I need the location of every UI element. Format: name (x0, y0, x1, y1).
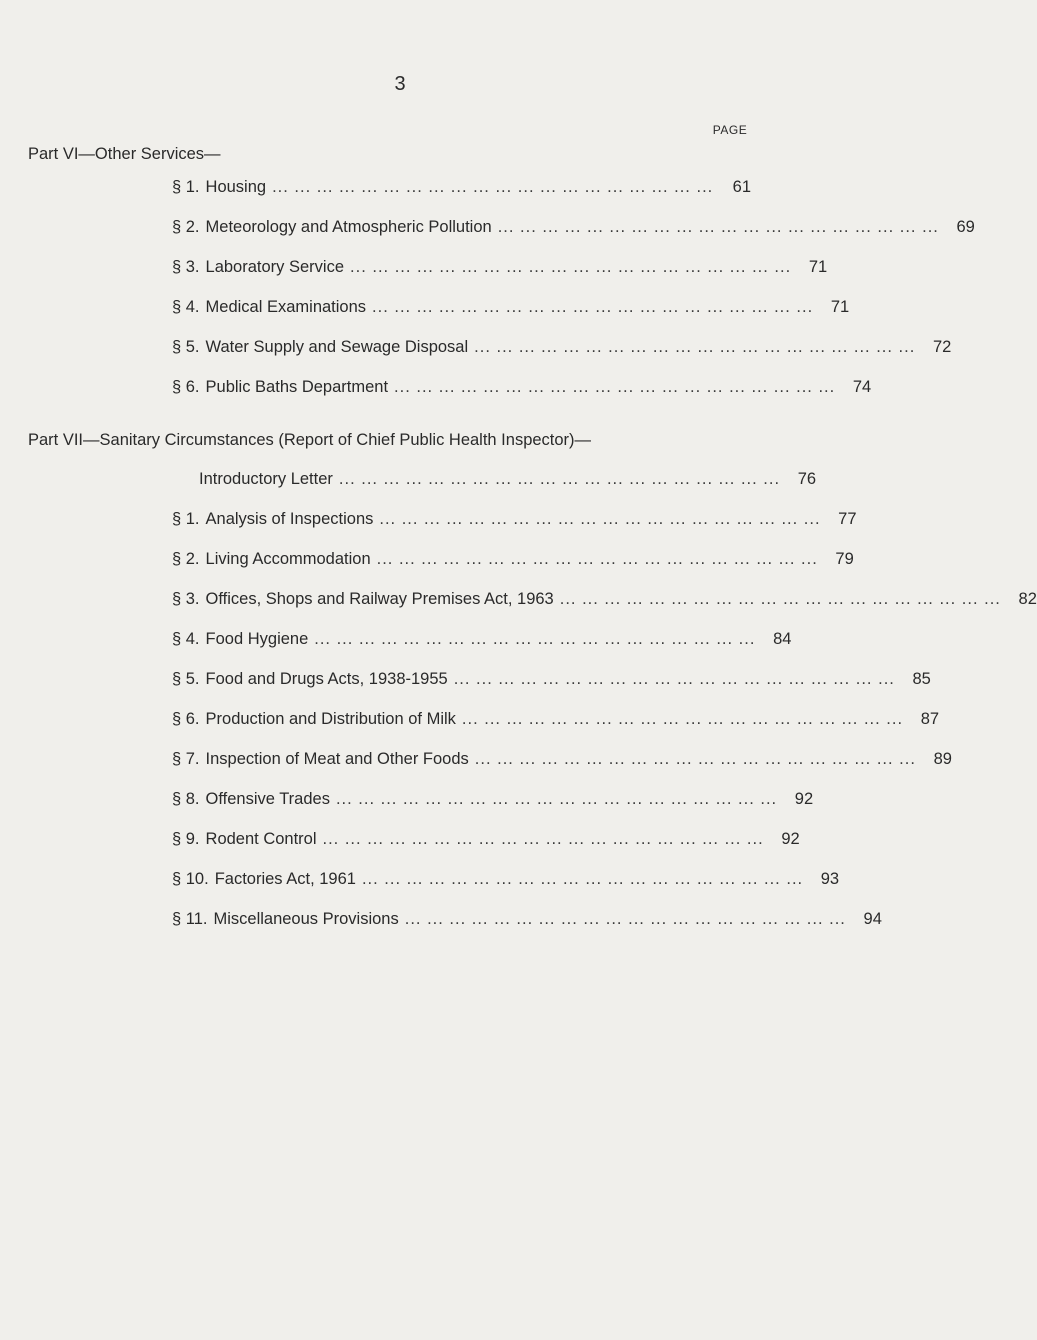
toc-entry-vii-11 (172, 909, 882, 929)
toc-entry-vii-2 (172, 549, 854, 569)
entry-page: 61 (732, 178, 751, 196)
dot-leader: ... ... ... ... ... ... ... ... ... ... ... ... ... ... ... ... ... ... ... ... (474, 338, 916, 356)
entry-page: 94 (863, 910, 882, 928)
entry-title: Living Accommodation (205, 550, 371, 568)
entry-page: 72 (932, 338, 952, 356)
section-number: § 10. (172, 870, 209, 888)
page-column-label: PAGE (712, 123, 748, 137)
entry-page: 77 (838, 510, 857, 528)
section-number: § 8. (172, 790, 200, 808)
entry-page: 69 (956, 218, 975, 236)
dot-leader: ... ... ... ... ... ... ... ... ... ... ... ... ... ... ... ... ... ... ... ... (272, 178, 714, 196)
section-number: § 7. (172, 750, 200, 768)
toc-entry-vi-4 (172, 297, 850, 317)
entry-title: Introductory Letter (199, 470, 333, 488)
entry-page: 93 (820, 870, 840, 888)
dot-leader: ... ... ... ... ... ... ... ... ... ... ... ... ... ... ... ... ... ... ... ... (350, 258, 792, 276)
toc-entry-vii-4 (172, 629, 792, 649)
part-vii-heading: Part VII—Sanitary Circumstances (Report of Chief Public Health Inspector)— (28, 431, 592, 449)
section-number: § 1. (172, 510, 200, 528)
entry-page: 74 (852, 378, 872, 396)
dot-leader: ... ... ... ... ... ... ... ... ... ... ... ... ... ... ... ... ... ... ... ... (461, 710, 904, 728)
entry-title: Medical Examinations (205, 298, 367, 316)
dot-leader: ... ... ... ... ... ... ... ... ... ... ... ... ... ... ... ... ... ... ... ... (338, 470, 781, 488)
section-number: § 3. (172, 258, 200, 276)
section-number: § 11. (172, 910, 208, 928)
entry-page: 79 (835, 550, 854, 568)
entry-title: Production and Distribution of Milk (205, 710, 456, 728)
dot-leader: ... ... ... ... ... ... ... ... ... ... ... ... ... ... ... ... ... ... ... ... (372, 298, 814, 316)
section-number: § 4. (172, 298, 200, 316)
dot-leader: ... ... ... ... ... ... ... ... ... ... ... ... ... ... ... ... ... ... ... ... (379, 510, 821, 528)
toc-entry-vi-1 (172, 177, 751, 197)
section-number: § 4. (172, 630, 200, 648)
entry-title: Offensive Trades (205, 790, 330, 808)
section-number: § 1. (172, 178, 200, 196)
toc-entry-vi-6 (172, 377, 872, 397)
toc-entry-vi-3 (172, 257, 828, 277)
toc-entry-vi-2 (172, 217, 975, 237)
toc-entry-vii-9 (172, 829, 800, 849)
entry-title: Rodent Control (205, 830, 317, 848)
entry-title: Inspection of Meat and Other Foods (205, 750, 469, 768)
section-number: § 5. (172, 338, 200, 356)
toc-entry-vii-8 (172, 789, 814, 809)
entry-title: Meteorology and Atmospheric Pollution (205, 218, 492, 236)
entry-title: Offices, Shops and Railway Premises Act, 1963 (205, 590, 554, 608)
dot-leader: ... ... ... ... ... ... ... ... ... ... ... ... ... ... ... ... ... ... ... ... (322, 830, 764, 848)
entry-page: 71 (830, 298, 850, 316)
dot-leader: ... ... ... ... ... ... ... ... ... ... ... ... ... ... ... ... ... ... ... ... (314, 630, 756, 648)
entry-title: Analysis of Inspections (205, 510, 374, 528)
dot-leader: ... ... ... ... ... ... ... ... ... ... ... ... ... ... ... ... ... ... ... ... (394, 378, 836, 396)
entry-page: 71 (808, 258, 828, 276)
entry-page: 87 (920, 710, 940, 728)
entry-title: Food Hygiene (205, 630, 309, 648)
section-number: § 6. (172, 710, 200, 728)
dot-leader: ... ... ... ... ... ... ... ... ... ... ... ... ... ... ... ... ... ... ... ... (474, 750, 916, 768)
entry-title: Laboratory Service (205, 258, 345, 276)
toc-entry-vii-6 (172, 709, 940, 729)
entry-title: Food and Drugs Acts, 1938-1955 (205, 670, 448, 688)
section-number: § 6. (172, 378, 200, 396)
toc-entry-vii-10 (172, 869, 840, 889)
toc-entry-vii-5 (172, 669, 931, 689)
dot-leader: ... ... ... ... ... ... ... ... ... ... ... ... ... ... ... ... ... ... ... ... (335, 790, 778, 808)
entry-title: Factories Act, 1961 (214, 870, 356, 888)
section-number: § 9. (172, 830, 200, 848)
dot-leader: ... ... ... ... ... ... ... ... ... ... ... ... ... ... ... ... ... ... ... ... (497, 218, 939, 236)
entry-page: 84 (773, 630, 792, 648)
entry-page: 89 (933, 750, 952, 768)
dot-leader: ... ... ... ... ... ... ... ... ... ... ... ... ... ... ... ... ... ... ... ... (404, 910, 846, 928)
section-number: § 3. (172, 590, 200, 608)
page-number: 3 (394, 73, 406, 95)
toc-entry-vii-7 (172, 749, 952, 769)
entry-title: Miscellaneous Provisions (213, 910, 399, 928)
toc-entry-vii-3 (172, 589, 1037, 609)
entry-title: Housing (205, 178, 267, 196)
dot-leader: ... ... ... ... ... ... ... ... ... ... ... ... ... ... ... ... ... ... ... ... (376, 550, 818, 568)
entry-title: Public Baths Department (205, 378, 389, 396)
toc-entry-vii-intro (199, 469, 817, 489)
dot-leader: ... ... ... ... ... ... ... ... ... ... ... ... ... ... ... ... ... ... ... ... (453, 670, 895, 688)
entry-page: 85 (912, 670, 931, 688)
part-vi-heading: Part VI—Other Services— (28, 145, 221, 163)
section-number: § 5. (172, 670, 200, 688)
entry-page: 92 (794, 790, 814, 808)
entry-page: 92 (781, 830, 800, 848)
section-number: § 2. (172, 218, 200, 236)
toc-entry-vii-1 (172, 509, 857, 529)
entry-page: 76 (797, 470, 817, 488)
dot-leader: ... ... ... ... ... ... ... ... ... ... ... ... ... ... ... ... ... ... ... ... (361, 870, 804, 888)
toc-entry-vi-5 (172, 337, 952, 357)
entry-page: 82 (1018, 590, 1037, 608)
dot-leader: ... ... ... ... ... ... ... ... ... ... ... ... ... ... ... ... ... ... ... ... (559, 590, 1001, 608)
entry-title: Water Supply and Sewage Disposal (205, 338, 469, 356)
section-number: § 2. (172, 550, 200, 568)
